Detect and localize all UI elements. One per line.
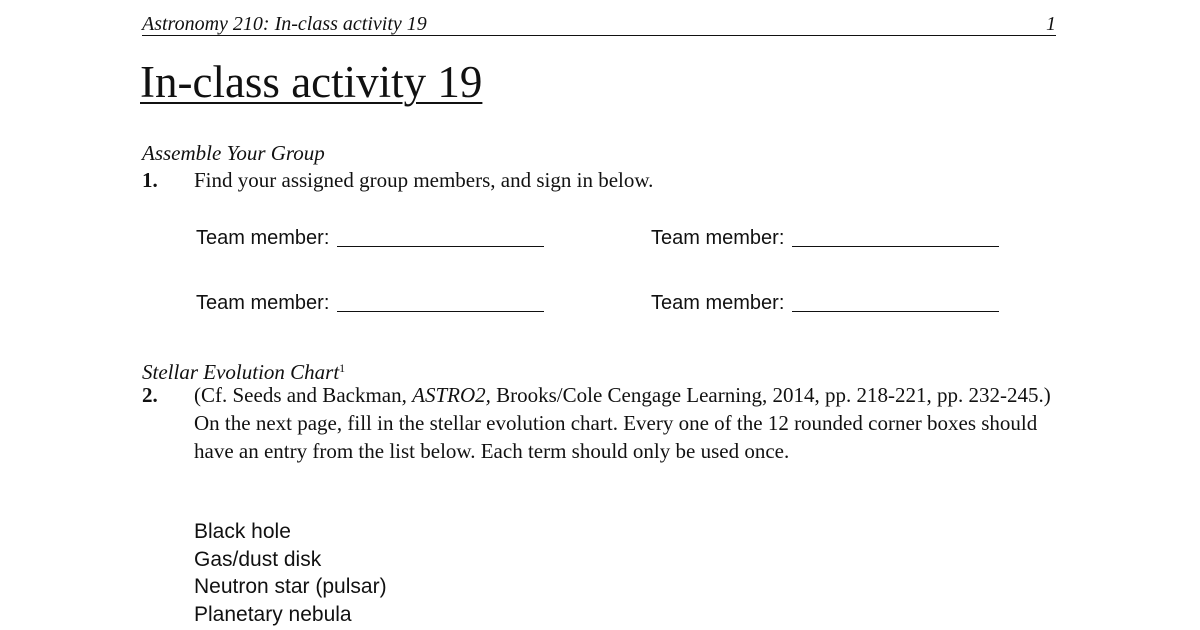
signature-line[interactable] [337, 291, 544, 312]
footnote-marker: 1 [339, 361, 346, 375]
term-item: Neutron star (pulsar) [194, 575, 387, 598]
team-member-field-2[interactable] [651, 226, 999, 250]
item-2-text [194, 381, 1058, 465]
item-1-text: Find your assigned group members, and sign in below. [194, 168, 654, 192]
section-heading-stellar-evolution [142, 356, 345, 384]
page-number: 1 [1046, 13, 1056, 35]
term-list [194, 518, 387, 628]
page-header [142, 13, 1056, 36]
book-title: ASTRO2, [412, 383, 491, 407]
term-item: Black hole [194, 520, 291, 543]
team-member-label: Team member: [196, 227, 330, 249]
item-2-text-after: Brooks/Cole Cengage Learning, 2014, pp. 218-221, pp. 232-245.) On the next page, fill in the stellar evolution chart. Every one of the 12 rounded corner boxes should have an entry from the list below. Each term should only be used once. [194, 383, 1051, 463]
signature-line[interactable] [337, 226, 544, 247]
item-2 [142, 381, 1058, 465]
term-item: Planetary nebula [194, 602, 352, 626]
signature-line[interactable] [792, 226, 999, 247]
team-member-field-3[interactable] [196, 291, 544, 315]
item-1-number: 1. [142, 168, 158, 192]
page-title: In-class activity 19 [140, 57, 483, 107]
team-member-label: Team member: [651, 227, 785, 249]
team-member-label: Team member: [196, 292, 330, 314]
team-member-label: Team member: [651, 292, 785, 314]
stellar-evolution-heading-text: Stellar Evolution Chart [142, 360, 340, 384]
course-header-label: Astronomy 210: In-class activity 19 [142, 13, 427, 35]
term-item: Gas/dust disk [194, 547, 322, 571]
team-member-field-4[interactable] [651, 291, 999, 315]
item-1 [142, 166, 1058, 194]
item-2-number: 2. [142, 383, 158, 407]
signature-line[interactable] [792, 291, 999, 312]
section-heading-assemble-group: Assemble Your Group [142, 141, 325, 165]
item-2-text-before: (Cf. Seeds and Backman, [194, 383, 413, 407]
team-member-field-1[interactable] [196, 226, 544, 250]
